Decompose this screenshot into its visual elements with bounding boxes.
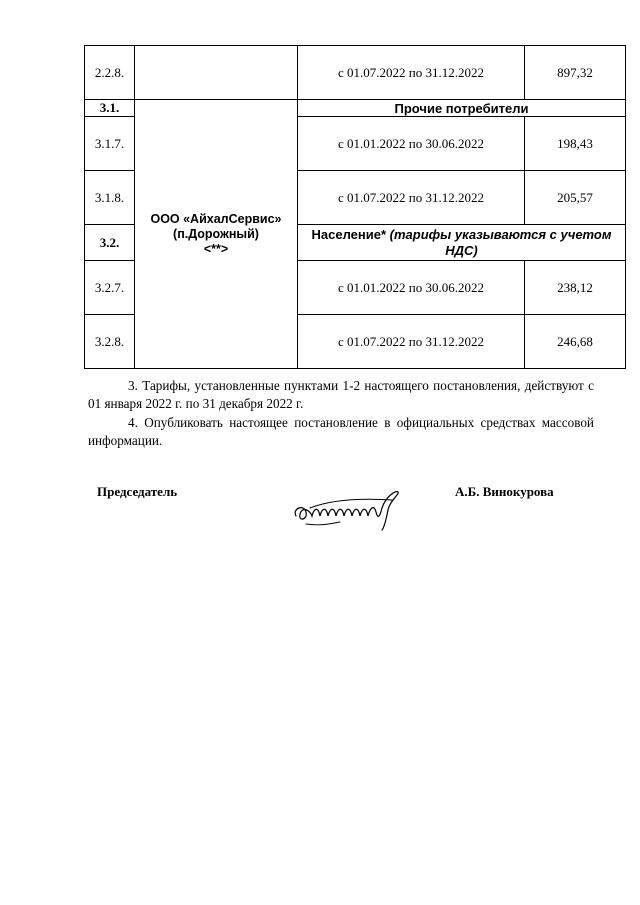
paragraph xyxy=(88,377,594,412)
row-number: 3.2. xyxy=(85,225,135,261)
price-cell: 897,32 xyxy=(525,46,626,100)
org-cell-top xyxy=(135,46,298,100)
period-cell: с 01.07.2022 по 31.12.2022 xyxy=(298,171,525,225)
row-number: 3.1.7. xyxy=(85,117,135,171)
price-cell: 205,57 xyxy=(525,171,626,225)
paragraph xyxy=(88,414,594,449)
price-cell: 198,43 xyxy=(525,117,626,171)
period-cell: с 01.07.2022 по 31.12.2022 xyxy=(298,315,525,369)
table-row xyxy=(85,46,626,100)
handwritten-signature xyxy=(290,486,410,534)
section-title-bold: Население* xyxy=(311,226,387,242)
period-cell: с 01.01.2022 по 30.06.2022 xyxy=(298,261,525,315)
section-title-italic: (тарифы указываются с учетом НДС) xyxy=(389,226,612,258)
section-title xyxy=(298,225,626,261)
table-row xyxy=(85,100,626,117)
signature-name: А.Б. Винокурова xyxy=(455,484,554,499)
row-number: 2.2.8. xyxy=(85,46,135,100)
org-cell xyxy=(135,100,298,369)
paragraph-text: 3. Тарифы, установленные пунктами 1-2 настоящего постановления, действуют с 01 января 2022 г. по 31 декабря 2022 г. xyxy=(88,378,594,411)
section-title: Прочие потребители xyxy=(298,100,626,117)
org-name-line1: ООО «АйхалСервис» xyxy=(150,211,282,226)
org-name-line3: <**> xyxy=(203,241,229,256)
signature-role: Председатель xyxy=(97,484,178,499)
row-number: 3.1. xyxy=(85,100,135,117)
price-cell: 238,12 xyxy=(525,261,626,315)
row-number: 3.1.8. xyxy=(85,171,135,225)
period-cell: с 01.07.2022 по 31.12.2022 xyxy=(298,46,525,100)
paragraph-text: 4. Опубликовать настоящее постановление в официальных средствах массовой информации. xyxy=(88,415,594,448)
tariff-table xyxy=(84,45,626,369)
org-name-line2: (п.Дорожный) xyxy=(173,226,259,241)
row-number: 3.2.7. xyxy=(85,261,135,315)
period-cell: с 01.01.2022 по 30.06.2022 xyxy=(298,117,525,171)
price-cell: 246,68 xyxy=(525,315,626,369)
row-number: 3.2.8. xyxy=(85,315,135,369)
